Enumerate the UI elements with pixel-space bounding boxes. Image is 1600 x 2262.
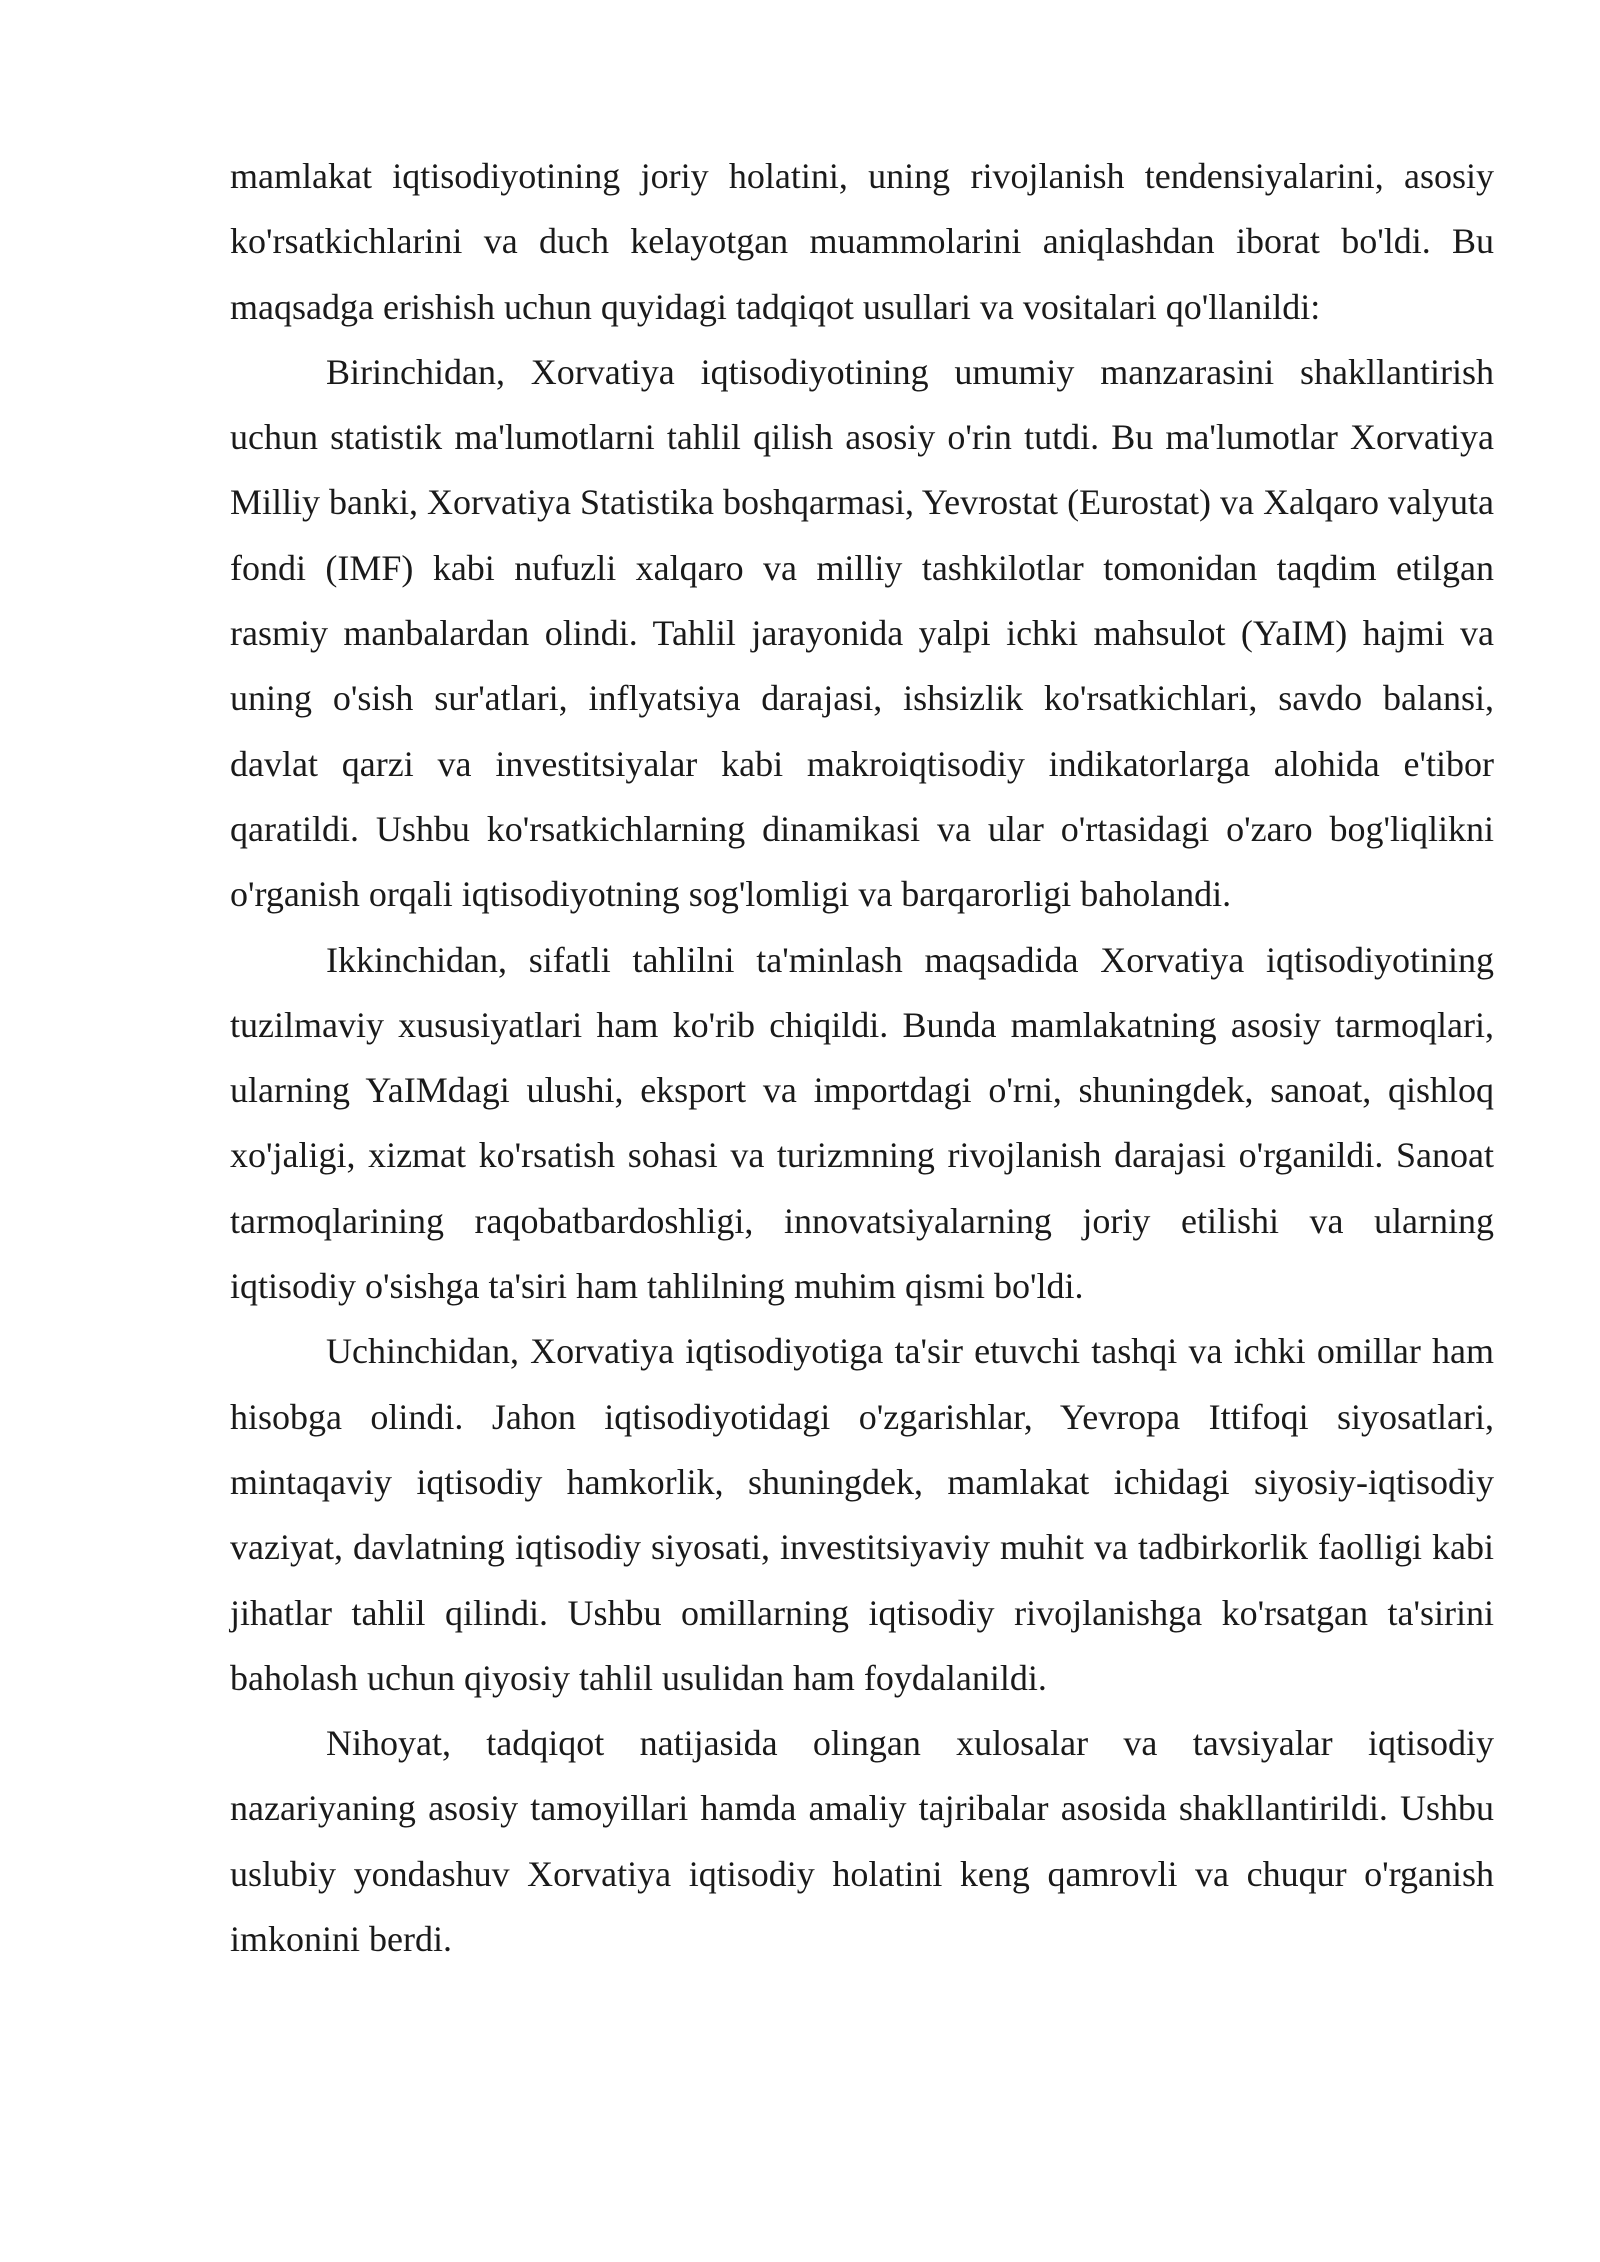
paragraph-second: Ikkinchidan, sifatli tahlilni ta'minlash maqsadida Xorvatiya iqtisodiyotining tuzilmaviy xususiyatlari ham ko'rib chiqildi. Bunda mamlakatning asosiy tarmoqlari, ularning YaIMdagi ulushi, eksport va importdagi o'rni, shuningdek, sanoat, qishloq xo'jaligi, xizmat ko'rsatish sohasi va turizmning rivojlanish darajasi o'rganildi. Sanoat tarmoqlarining raqobatbardoshligi, innovatsiyalarning joriy etilishi va ularning iqtisodiy o'sishga ta'siri ham tahlilning muhim qismi bo'ldi. (230, 939, 1494, 1307)
paragraph-third: Uchinchidan, Xorvatiya iqtisodiyotiga ta'sir etuvchi tashqi va ichki omillar ham hisobga olindi. Jahon iqtisodiyotidagi o'zgarishlar, Yevropa Ittifoqi siyosatlari, mintaqaviy iqtisodiy hamkorlik, shuningdek, mamlakat ichidagi siyosiy-iqtisodiy vaziyat, davlatning iqtisodiy siyosati, investitsiyaviy muhit va tadbirkorlik faolligi kabi jihatlar tahlil qilindi. Ushbu omillarning iqtisodiy rivojlanishga ko'rsatgan ta'sirini baholash uchun qiyosiy tahlil usulidan ham foydalanildi. (230, 1331, 1494, 1698)
paragraph-first: Birinchidan, Xorvatiya iqtisodiyotining umumiy manzarasini shakllantirish uchun statistik ma'lumotlarni tahlil qilish asosiy o'rin tutdi. Bu ma'lumotlar Xorvatiya Milliy banki, Xorvatiya Statistika boshqarmasi, Yevrostat (Eurostat) va Xalqaro valyuta fondi (IMF) kabi nufuzli xalqaro va milliy tashkilotlar tomonidan taqdim etilgan rasmiy manbalardan olindi. Tahlil jarayonida yalpi ichki mahsulot (YaIM) hajmi va uning o'sish sur'atlari, inflyatsiya darajasi, ishsizlik ko'rsatkichlari, savdo balansi, davlat qarzi va investitsiyalar kabi makroiqtisodiy indikatorlarga alohida e'tibor qaratildi. Ushbu ko'rsatkichlarning dinamikasi va ular o'rtasidagi o'zaro bog'liqlikni o'rganish orqali iqtisodiyotning sog'lomligi va barqarorligi baholandi. (230, 351, 1494, 915)
body-text (230, 144, 1494, 1972)
paragraph-final: Nihoyat, tadqiqot natijasida olingan xulosalar va tavsiyalar iqtisodiy nazariyaning asosiy tamoyillari hamda amaliy tajribalar asosida shakllantirildi. Ushbu uslubiy yondashuv Xorvatiya iqtisodiy holatini keng qamrovli va chuqur o'rganish imkonini berdi. (230, 1723, 1494, 1960)
paragraph-continuation: mamlakat iqtisodiyotining joriy holatini, uning rivojlanish tendensiyalarini, asosiy ko'rsatkichlarini va duch kelayotgan muammolarini aniqlashdan iborat bo'ldi. Bu maqsadga erishish uchun quyidagi tadqiqot usullari va vositalari qo'llanildi: (230, 156, 1494, 327)
